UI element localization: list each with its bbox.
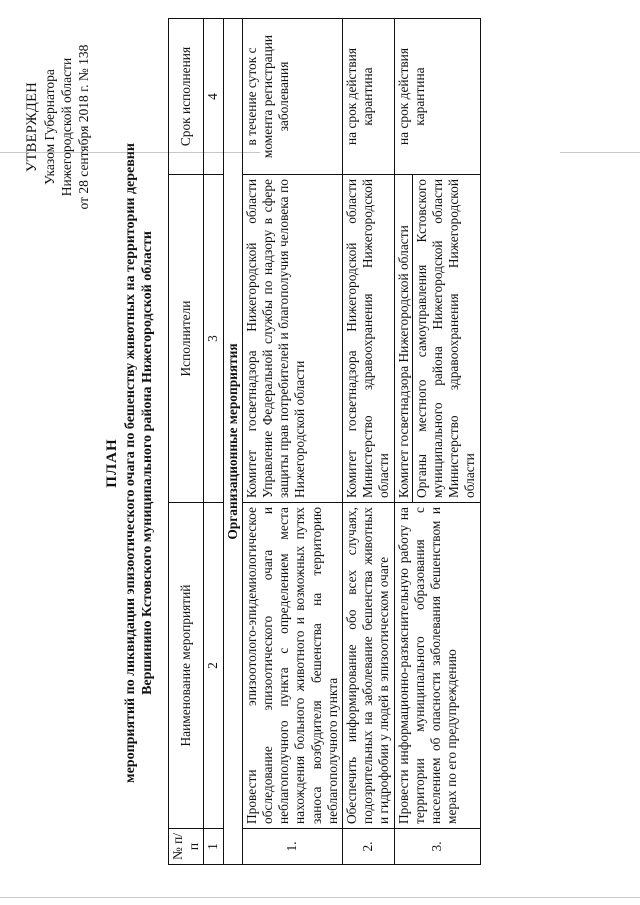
approval-stamp: [24, 27, 92, 227]
document-title: [104, 79, 156, 847]
table-header-row: [169, 19, 204, 865]
measure-executor-cell: [394, 175, 480, 503]
approval-title: УТВЕРЖДЕН: [24, 81, 40, 173]
row-number: 2.: [343, 829, 395, 865]
measure-executor: Комитет госветнадзора Нижегородской области Министерство здравоохранения Нижегородской области: [343, 175, 395, 503]
rotated-content: [18, 19, 622, 887]
title-line: Вершинино Кстовского муниципального района Нижегородской области: [140, 231, 155, 695]
measure-term: на срок действия карантина: [343, 19, 395, 175]
row-number: 3.: [394, 829, 480, 865]
column-number: 4: [204, 19, 223, 175]
measure-name: Провести информационно-разъяснительную работу на территории муниципального образования с населением об опасности заболевания бешенством и мерах по его предупреждению: [394, 503, 480, 829]
header-num: № п/п: [169, 829, 204, 865]
row-number: 1.: [242, 829, 342, 865]
column-number-row: [204, 19, 223, 865]
measure-executor: Органы местного самоуправления Кстовского муниципального района Нижегородской области Министерство здравоохранения Нижегородской области: [412, 175, 479, 502]
header-executor: Исполнители: [169, 175, 204, 503]
measure-term: в течение суток с момента регистрации заболевания: [242, 19, 342, 175]
measure-name: Провести эпизоотолого-эпидемиологическое обследование эпизоотического очага и неблагополучного пункта с определением места нахождения больного животного и возможных путях заноса возбудителя бешенства на территорию неблагополучного пункта: [242, 503, 342, 829]
header-term: Срок исполнения: [169, 19, 204, 175]
scan-artifact-line: [0, 897, 640, 898]
approval-line: Нижегородской области: [59, 57, 74, 197]
column-number: 1: [204, 829, 223, 865]
approval-date: от 28 сентября 2018 г. № 138: [76, 44, 91, 210]
column-number: 2: [204, 503, 223, 829]
header-name: Наименование мероприятий: [169, 503, 204, 829]
measures-table: [168, 18, 481, 865]
measure-executor: Комитет госветнадзора Нижегородской области Управление Федеральной службы по надзору в сфере защиты прав потребителей и благополучия человека по Нижегородской области: [242, 175, 342, 503]
measure-executor: Комитет госветнадзора Нижегородской области: [395, 225, 411, 498]
section-row: [223, 19, 242, 865]
column-number: 3: [204, 175, 223, 503]
title-line: мероприятий по ликвидации эпизоотического очага по бешенству животных на территории деревни: [123, 143, 138, 783]
table-row: [242, 19, 342, 865]
table-row: [394, 19, 480, 865]
table-row: [343, 19, 395, 865]
approval-line: Указом Губернатора: [42, 69, 57, 185]
plan-heading: ПЛАН: [104, 438, 120, 488]
section-title: Организационные мероприятия: [223, 19, 242, 865]
measure-name: Обеспечить информирование обо всех случаях, подозрительных на заболевание бешенства животных и гидрофобии у людей в эпизоотическом очаге: [343, 503, 395, 829]
measure-term: на срок действия карантина: [394, 19, 480, 175]
